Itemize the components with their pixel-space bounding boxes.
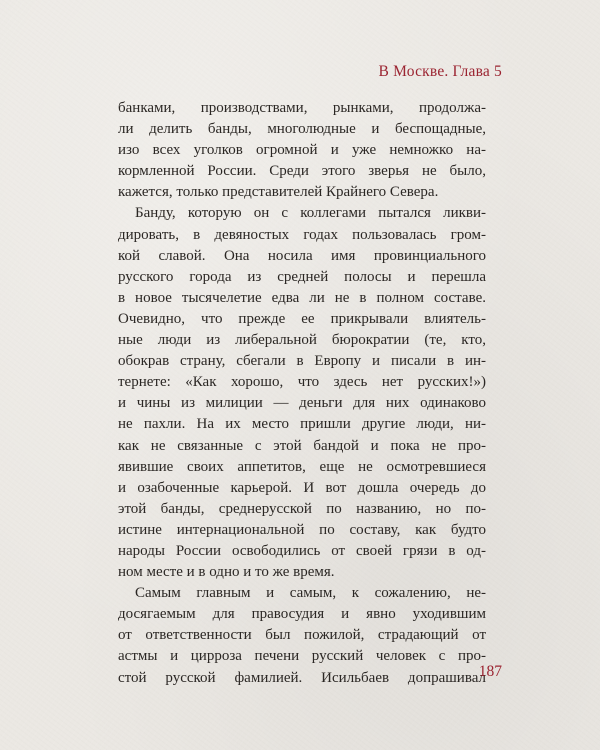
text-line: банками, производствами, рынками, продолжа- <box>118 100 486 116</box>
text-line: и озабоченные карьерой. И вот дошла очередь до <box>118 479 486 496</box>
text-line: этой банды, среднерусской по названию, но по- <box>118 500 486 517</box>
running-head: В Москве. Глава 5 <box>378 63 502 80</box>
text-line: ном месте и в одно и то же время. <box>118 564 335 581</box>
text-line: от ответственности был пожилой, страдающий от <box>118 627 486 644</box>
text-line: кормленной России. Среди этого зверья не было, <box>118 163 486 180</box>
text-line: кажется, только представителей Крайнего Севера. <box>118 184 439 201</box>
paragraph-start-line: Самым главным и самым, к сожалению, не- <box>135 585 486 602</box>
text-line: не пахли. На их место пришли другие люди, ни- <box>118 416 486 433</box>
text-line: ли делить банды, многолюдные и беспощадные, <box>118 121 486 138</box>
page-number: 187 <box>478 663 502 680</box>
text-line: явившие своих аппетитов, еще не осмотревшиеся <box>118 458 486 475</box>
text-line: стой русской фамилией. Исильбаев допрашивал <box>118 669 486 686</box>
paragraph-start-line: Банду, которую он с коллегами пытался ликви- <box>135 205 486 222</box>
text-line: астмы и цирроза печени русский человек с про- <box>118 648 486 665</box>
text-line: народы России освободились от своей грязи в од- <box>118 542 486 559</box>
text-line: дировать, в девяностых годах пользовалась гром- <box>118 226 486 243</box>
text-line: тернете: «Как хорошо, что здесь нет русских!») <box>118 374 486 391</box>
text-line: Очевидно, что прежде ее прикрывали влиятель- <box>118 310 486 327</box>
text-line: досягаемым для правосудия и явно уходившим <box>118 606 486 623</box>
text-line: в новое тысячелетие едва ли не в полном составе. <box>118 289 486 306</box>
text-line: русского города из средней полосы и перешла <box>118 268 486 285</box>
text-line: изо всех уголков огромной и уже немножко на- <box>118 142 486 159</box>
text-line: и чины из милиции — деньги для них одинаково <box>118 395 486 412</box>
text-line: обокрав страну, сбегали в Европу и писали в ин- <box>118 353 486 370</box>
text-line: истине интернациональной по составу, как будто <box>118 521 486 538</box>
text-line: ные люди из либеральной бюрократии (те, кто, <box>118 332 486 349</box>
text-line: кой славой. Она носила имя провинциального <box>118 247 486 264</box>
text-line: как не связанные с этой бандой и пока не про- <box>118 437 486 454</box>
body-text <box>118 98 486 689</box>
